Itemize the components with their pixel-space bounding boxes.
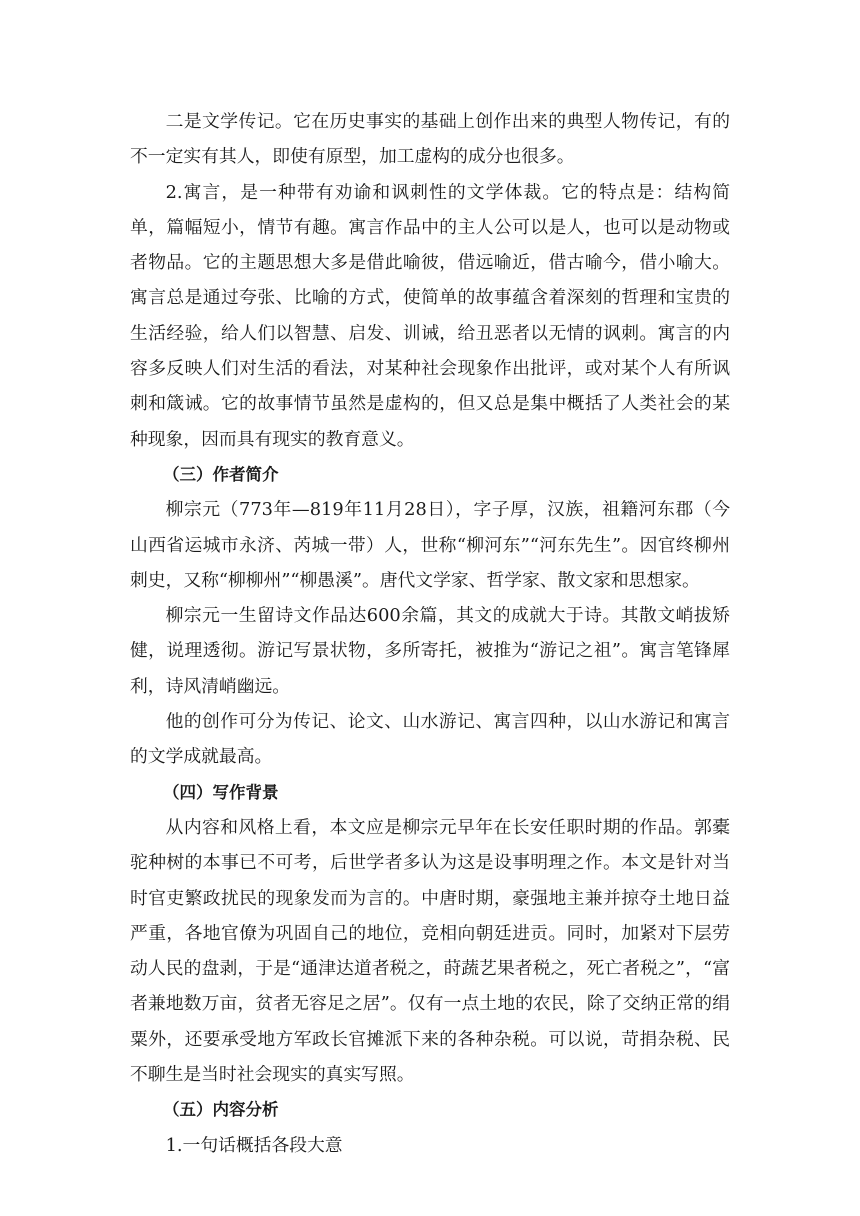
paragraph-author-genres: 他的创作可分为传记、论文、山水游记、寓言四种，以山水游记和寓言的文学成就最高。 bbox=[130, 711, 730, 768]
paragraph-author-bio: 柳宗元（773年—819年11月28日），字子厚，汉族，祖籍河东郡（今山西省运城市永济、芮城一带）人，世称“柳河东”“河东先生”。因官终柳州刺史，又称“柳柳州”“柳愚溪”。唐代文学家、哲学家、散文家和思想家。 bbox=[130, 499, 730, 591]
paragraph-author-works: 柳宗元一生留诗文作品达600余篇，其文的成就大于诗。其散文峭拔矫健，说理透彻。游记写景状物，多所寄托，被推为“游记之祖”。寓言笔锋犀利，诗风清峭幽远。 bbox=[130, 605, 730, 697]
paragraph-fable-definition: 2.寓言，是一种带有劝谕和讽刺性的文学体裁。它的特点是：结构简单，篇幅短小，情节有趣。寓言作品中的主人公可以是人，也可以是动物或者物品。它的主题思想大多是借此喻彼，借远喻近，借古喻今，借小喻大。寓言总是通过夸张、比喻的方式，使简单的故事蕴含着深刻的哲理和宝贵的生活经验，给人们以智慧、启发、训诫，给丑恶者以无情的讽刺。寓言的内容多反映人们对生活的看法，对某种社会现象作出批评，或对某个人有所讽刺和箴诫。它的故事情节虽然是虚构的，但又总是集中概括了人类社会的某种现象，因而具有现实的教育意义。 bbox=[130, 181, 730, 450]
section-heading-writing-background: （四）写作背景 bbox=[163, 782, 279, 802]
document-body bbox=[130, 104, 730, 1163]
paragraph-summary-prompt: 1.一句话概括各段大意 bbox=[165, 1134, 343, 1156]
section-heading-author-intro: （三）作者简介 bbox=[163, 464, 279, 484]
section-heading-content-analysis: （五）内容分析 bbox=[163, 1100, 279, 1120]
paragraph-literary-biography: 二是文学传记。它在历史事实的基础上创作出来的典型人物传记，有的不一定实有其人，即使有原型，加工虚构的成分也很多。 bbox=[130, 111, 730, 168]
paragraph-writing-background: 从内容和风格上看，本文应是柳宗元早年在长安任职时期的作品。郭橐驼种树的本事已不可考，后世学者多认为这是设事明理之作。本文是针对当时官吏繁政扰民的现象发而为言的。中唐时期，豪强地主兼并掠夺土地日益严重，各地官僚为巩固自己的地位，竞相向朝廷进贡。同时，加紧对下层劳动人民的盘剥，于是“通津达道者税之，莳蔬艺果者税之，死亡者税之”，“富者兼地数万亩，贫者无容足之居”。仅有一点土地的农民，除了交纳正常的绢粟外，还要承受地方军政长官摊派下来的各种杂税。可以说，苛捐杂税、民不聊生是当时社会现实的真实写照。 bbox=[130, 816, 730, 1086]
